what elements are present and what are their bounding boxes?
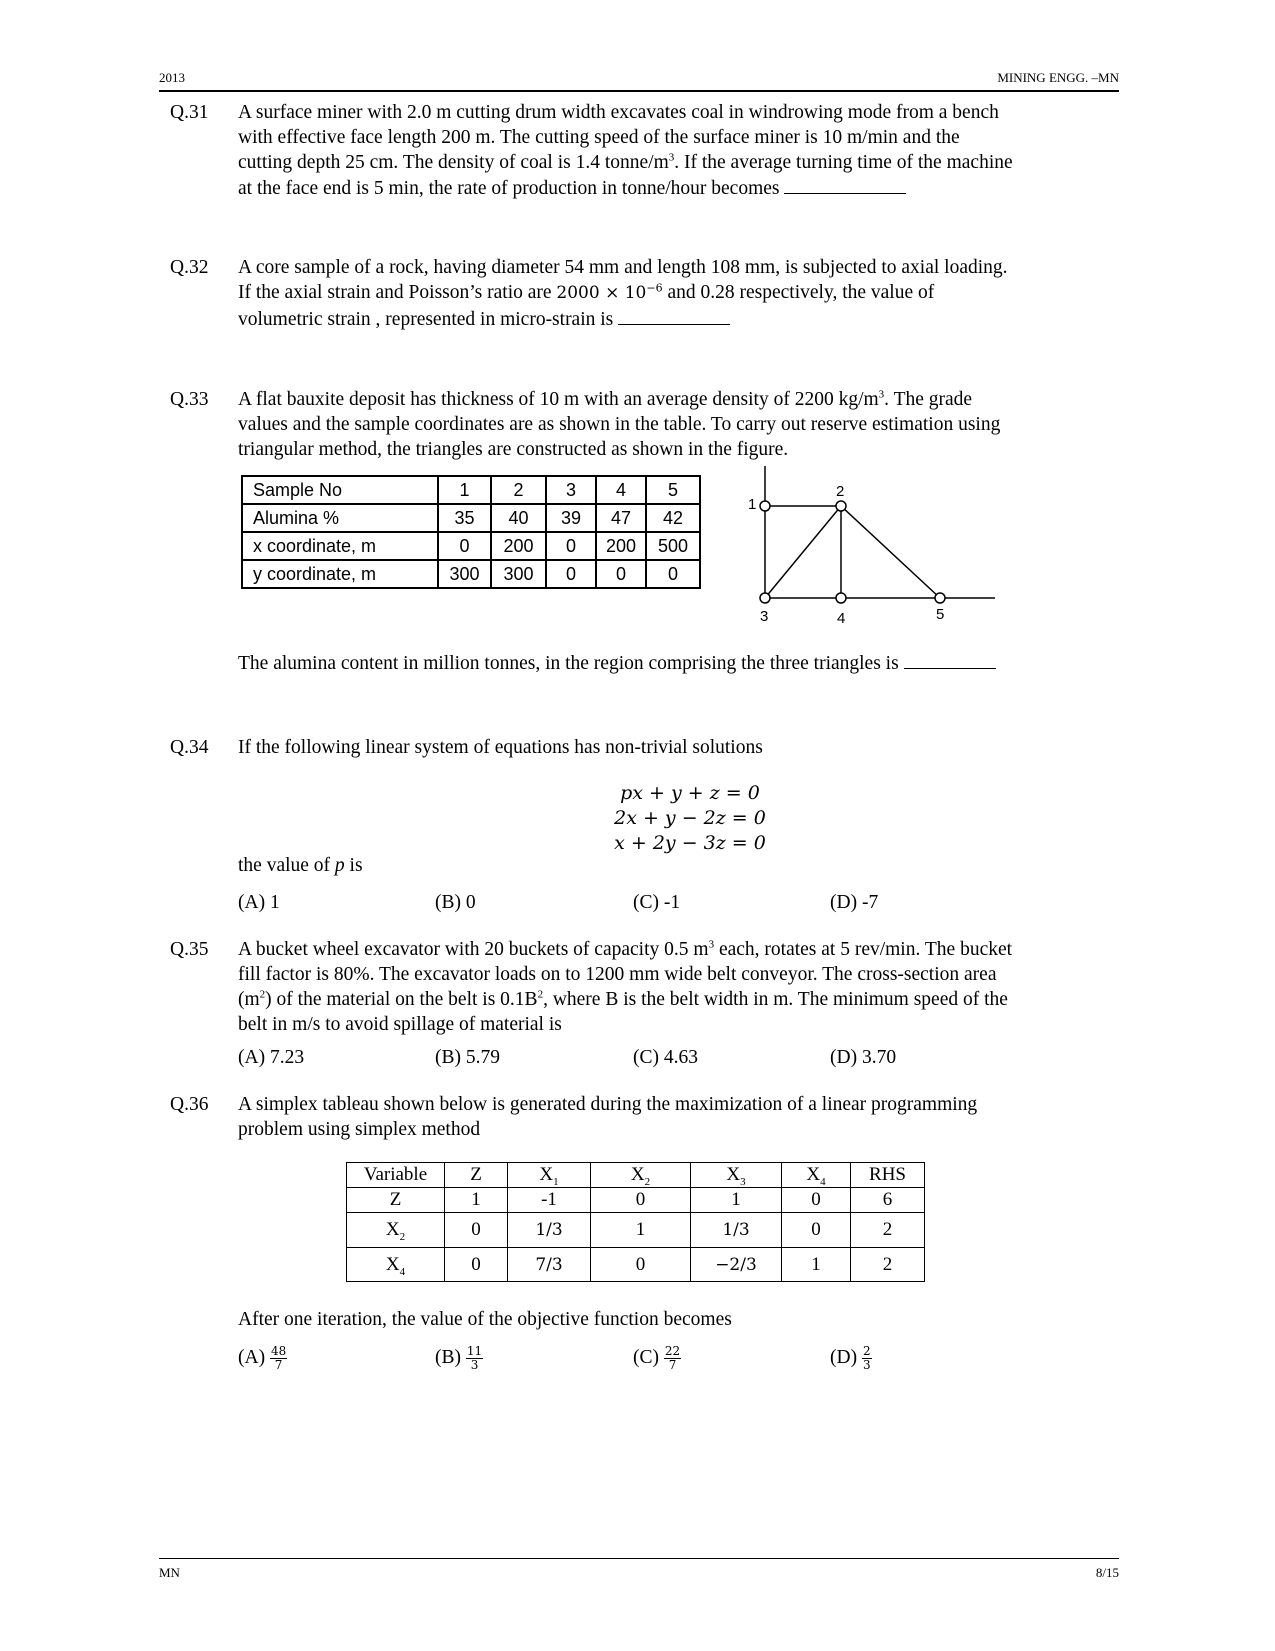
page-number: 8/15 — [1095, 1565, 1119, 1580]
table-cell: 0 — [591, 1248, 691, 1282]
denominator: 3 — [862, 1358, 871, 1373]
header-cell: Z — [445, 1163, 508, 1188]
question-number: Q.33 — [170, 389, 209, 410]
edge-3-2 — [765, 506, 841, 598]
table-cell: Z — [347, 1188, 445, 1213]
table-cell: Sample No — [242, 476, 438, 504]
fraction — [862, 1345, 872, 1372]
q35-sup: 2 — [259, 988, 266, 1001]
simplex-tableau — [346, 1162, 925, 1282]
table-cell — [347, 1248, 445, 1282]
table-cell: -1 — [508, 1188, 591, 1213]
q35-line1b: each, rotates at 5 rev/min. The bucket — [718, 939, 1013, 960]
q32-line1: A core sample of a rock, having diameter 54 mm and length 108 mm, is subjected to axial loading. — [238, 257, 1008, 278]
q32-line3 — [238, 306, 1108, 332]
header-cell: Variable — [347, 1163, 445, 1188]
options-row — [238, 1345, 1108, 1385]
q31-line4 — [238, 175, 1108, 201]
page-header — [159, 68, 1119, 92]
table-cell: 39 — [546, 504, 596, 532]
point-2 — [836, 501, 846, 511]
question-number: Q.35 — [170, 939, 209, 960]
q33-tail: The alumina content in million tonnes, in the region comprising the three triangles is — [238, 653, 899, 674]
header-cell — [691, 1163, 782, 1188]
header-cell — [508, 1163, 591, 1188]
point-1 — [760, 501, 770, 511]
header-cell: RHS — [851, 1163, 925, 1188]
fraction — [466, 1345, 483, 1372]
answer-blank — [904, 650, 996, 669]
q31-sup: 3 — [668, 151, 675, 164]
option-b[interactable]: (B) 0 — [435, 892, 476, 913]
option-label: (C) — [633, 1347, 659, 1368]
fraction — [270, 1345, 287, 1372]
table-cell: 2 — [851, 1248, 925, 1282]
q32-line2b: and 0.28 respectively, the value of — [667, 282, 935, 303]
table-cell: 40 — [491, 504, 546, 532]
equation: x + 2y − 3z = 0 — [614, 832, 766, 854]
equation: px + y + z = 0 — [620, 782, 760, 804]
q33-line1a: A flat bauxite deposit has thickness of 10 m with an average density of 2200 kg/m — [238, 389, 879, 410]
header-var: X — [806, 1164, 821, 1185]
table-cell: 4 — [596, 476, 646, 504]
q35-line3 — [238, 987, 1108, 1012]
option-c[interactable]: (C) 4.63 — [633, 1047, 698, 1068]
table-cell: 300 — [491, 560, 546, 588]
q34-variable: p — [334, 855, 345, 876]
option-label: (B) — [435, 1347, 461, 1368]
table-cell: 0 — [546, 560, 596, 588]
question-text — [238, 387, 1108, 462]
sample-table — [241, 475, 701, 589]
q35-line1 — [238, 937, 1108, 962]
option-c[interactable]: (C) -1 — [633, 892, 681, 913]
equation: 2x + y − 2z = 0 — [614, 807, 766, 829]
footer-code: MN — [159, 1565, 180, 1580]
header-sub: 2 — [644, 1175, 651, 1188]
table-cell: Alumina % — [242, 504, 438, 532]
q33-sup: 3 — [878, 388, 885, 401]
fraction — [664, 1345, 681, 1372]
question-text — [238, 100, 1108, 201]
table-cell: 0 — [445, 1213, 508, 1248]
point-3 — [760, 593, 770, 603]
question-text — [238, 255, 1108, 332]
q32-line2 — [238, 280, 1108, 306]
options-row — [238, 1045, 1108, 1071]
q36-line2: problem using simplex method — [238, 1119, 481, 1140]
header-var: X — [726, 1164, 741, 1185]
answer-blank — [784, 175, 906, 194]
header-sub: 3 — [740, 1175, 746, 1188]
table-cell: 0 — [445, 1248, 508, 1282]
table-cell: x coordinate, m — [242, 532, 438, 560]
table-cell: 3 — [546, 476, 596, 504]
q32-strain-base: 2000 × 10 — [556, 283, 647, 303]
option-label: (A) — [238, 1347, 266, 1368]
option-d[interactable] — [830, 1345, 872, 1372]
table-cell: 7/3 — [508, 1248, 591, 1282]
table-cell: 0 — [596, 560, 646, 588]
table-cell: 1 — [691, 1188, 782, 1213]
q31-line2: with effective face length 200 m. The cutting speed of the surface miner is 10 m/min and the — [238, 127, 960, 148]
table-cell: 200 — [491, 532, 546, 560]
option-a[interactable]: (A) 7.23 — [238, 1047, 305, 1068]
row-sub: 2 — [399, 1230, 406, 1243]
point-4 — [836, 593, 846, 603]
q34-tail-a: the value of — [238, 855, 331, 876]
table-row — [347, 1213, 925, 1248]
question-number: Q.32 — [170, 257, 209, 278]
q36-line1: A simplex tableau shown below is generated during the maximization of a linear programming — [238, 1094, 978, 1115]
question-number: Q.31 — [170, 102, 209, 123]
q33-line1b: . The grade — [884, 389, 973, 410]
table-cell: 1 — [591, 1213, 691, 1248]
table-cell — [347, 1213, 445, 1248]
q31-line4-text: at the face end is 5 min, the rate of production in tonne/hour becomes — [238, 178, 780, 199]
option-b[interactable]: (B) 5.79 — [435, 1047, 500, 1068]
table-cell: 300 — [438, 560, 491, 588]
table-cell: 47 — [596, 504, 646, 532]
q31-line1: A surface miner with 2.0 m cutting drum width excavates coal in windrowing mode from a bench — [238, 102, 999, 123]
edge-2-5 — [841, 506, 940, 598]
point-label: 2 — [836, 483, 845, 500]
q32-strain-exp: −6 — [646, 281, 663, 295]
options-row — [238, 890, 1108, 916]
row-var: X — [385, 1253, 400, 1275]
page-footer — [159, 1558, 1119, 1580]
point-label: 4 — [837, 610, 846, 627]
question-number: Q.34 — [170, 737, 209, 758]
header-cell — [591, 1163, 691, 1188]
point-label: 5 — [936, 606, 945, 623]
point-label: 1 — [748, 496, 757, 513]
q33-line3: triangular method, the triangles are constructed as shown in the figure. — [238, 439, 789, 460]
table-row — [242, 476, 700, 504]
table-cell: 200 — [596, 532, 646, 560]
table-cell: 6 — [851, 1188, 925, 1213]
option-d[interactable]: (D) 3.70 — [830, 1047, 897, 1068]
denominator: 7 — [274, 1358, 283, 1373]
q31-line3 — [238, 150, 1108, 175]
answer-blank — [618, 306, 730, 325]
table-header-row — [347, 1163, 925, 1188]
header-year: 2013 — [159, 70, 185, 85]
question-number: Q.36 — [170, 1094, 209, 1115]
table-row — [347, 1248, 925, 1282]
table-cell: 0 — [782, 1188, 851, 1213]
question-text — [238, 937, 1108, 1037]
q32-strain-value — [556, 283, 662, 303]
question-text: If the following linear system of equations has non-trivial solutions — [238, 737, 763, 758]
table-cell: 1/3 — [691, 1213, 782, 1248]
q35-line1a: A bucket wheel excavator with 20 buckets of capacity 0.5 m — [238, 939, 709, 960]
q32-line2a: If the axial strain and Poisson’s ratio are — [238, 282, 552, 303]
q35-sup: 2 — [537, 988, 544, 1001]
q32-line3-text: volumetric strain , represented in micro-strain is — [238, 309, 614, 330]
option-c[interactable] — [633, 1345, 681, 1372]
table-row — [242, 532, 700, 560]
equation-system — [610, 781, 770, 856]
q33-line1 — [238, 387, 1108, 412]
table-row — [242, 560, 700, 588]
q35-line2: fill factor is 80%. The excavator loads on to 1200 mm wide belt conveyor. The cross-section area — [238, 964, 997, 985]
header-sub: 4 — [820, 1175, 826, 1188]
table-row — [242, 504, 700, 532]
table-cell: 1/3 — [508, 1213, 591, 1248]
numerator: 11 — [466, 1344, 483, 1359]
option-a[interactable] — [238, 1345, 287, 1372]
q33-line2: values and the sample coordinates are as shown in the table. To carry out reserve estimation using — [238, 414, 1001, 435]
row-var: X — [385, 1219, 400, 1240]
q35-line4: belt in m/s to avoid spillage of material is — [238, 1014, 562, 1035]
option-d[interactable]: (D) -7 — [830, 892, 879, 913]
point-5 — [935, 593, 945, 603]
table-cell: 0 — [438, 532, 491, 560]
header-cell — [782, 1163, 851, 1188]
figure-lines — [765, 466, 995, 598]
triangle-figure — [745, 464, 1005, 634]
numerator: 22 — [664, 1344, 681, 1359]
numerator: 48 — [270, 1344, 287, 1359]
point-label: 3 — [760, 608, 769, 625]
header-paper: MINING ENGG. –MN — [997, 70, 1119, 85]
q35-sup: 3 — [708, 938, 715, 951]
denominator: 7 — [668, 1358, 677, 1373]
table-cell: 1 — [438, 476, 491, 504]
numerator: 2 — [862, 1344, 871, 1359]
table-cell: 1 — [445, 1188, 508, 1213]
q34-tail-b: is — [349, 855, 363, 876]
table-cell: 0 — [546, 532, 596, 560]
table-cell: 0 — [646, 560, 700, 588]
q33-tail-text — [238, 650, 1108, 676]
table-cell: y coordinate, m — [242, 560, 438, 588]
denominator: 3 — [470, 1358, 479, 1373]
header-var: X — [630, 1164, 645, 1185]
table-cell: 5 — [646, 476, 700, 504]
header-sub: 1 — [553, 1175, 559, 1188]
header-var: X — [539, 1164, 554, 1185]
q35-line3b: ) of the material on the belt is 0.1B — [265, 989, 538, 1010]
table-cell: 500 — [646, 532, 700, 560]
table-cell: 1 — [782, 1248, 851, 1282]
q35-line3c: , where B is the belt width in m. The minimum speed of the — [543, 989, 1008, 1010]
q31-line3a: cutting depth 25 cm. The density of coal is 1.4 tonne/m — [238, 152, 669, 173]
row-sub: 4 — [399, 1265, 406, 1278]
option-a[interactable]: (A) 1 — [238, 892, 280, 913]
q35-line3a: (m — [238, 989, 260, 1010]
question-text — [238, 1092, 1108, 1142]
option-b[interactable] — [435, 1345, 483, 1372]
table-cell: 42 — [646, 504, 700, 532]
table-cell: 0 — [591, 1188, 691, 1213]
table-cell: 0 — [782, 1213, 851, 1248]
q31-line3b: . If the average turning time of the machine — [674, 152, 1013, 173]
table-cell: 2 — [491, 476, 546, 504]
table-cell: −2/3 — [691, 1248, 782, 1282]
option-label: (D) — [830, 1347, 858, 1368]
q34-tail — [238, 853, 1108, 878]
table-cell: 2 — [851, 1213, 925, 1248]
table-row — [347, 1188, 925, 1213]
q36-after: After one iteration, the value of the objective function becomes — [238, 1309, 732, 1330]
table-cell: 35 — [438, 504, 491, 532]
